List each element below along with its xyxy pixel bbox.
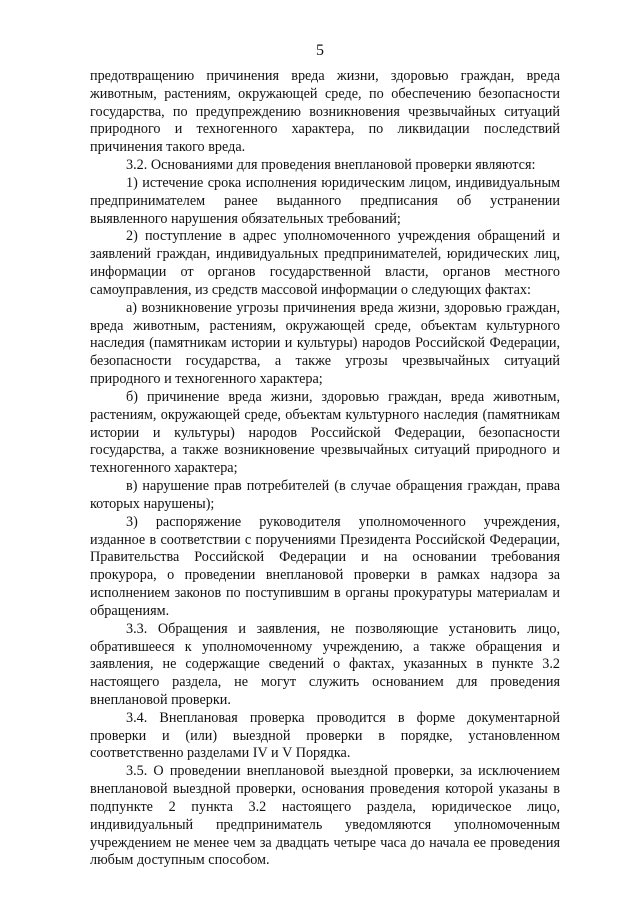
paragraph-subitem-b: б) причинение вреда жизни, здоровью граждан, вреда животным, растениям, окружающей среде, объектам культурного наследия (памятникам истории и культуры) народов Российской Федерации, безопасности государства, а также возникновение чрезвычайных ситуаций природного и техногенного характера; (90, 388, 560, 477)
paragraph-3-5: 3.5. О проведении внеплановой выездной проверки, за исключением внеплановой выездной проверки, основания проведения которой указаны в подпункте 2 пункта 3.2 настоящего раздела, юридическое лицо, индивидуальный предприниматель уведомляются уполномоченным учреждением не менее чем за двадцать четыре часа до начала ее проведения любым доступным способом. (90, 763, 560, 869)
page-number: 5 (316, 42, 324, 59)
paragraph-3-4: 3.4. Внеплановая проверка проводится в форме документарной проверки и (или) выездной проверки в порядке, установленном соответственно разделами IV и V Порядка. (90, 709, 560, 762)
paragraph-subitem-v: в) нарушение прав потребителей (в случае обращения граждан, права которых нарушены); (90, 478, 560, 512)
document-body (90, 68, 560, 870)
paragraph-3-2-heading: 3.2. Основаниями для проведения внеплановой проверки являются: (126, 157, 536, 174)
paragraph-subitem-a: а) возникновение угрозы причинения вреда жизни, здоровью граждан, вреда животным, растениям, окружающей среде, объектам культурного наследия (памятникам истории и культуры) народов Российской Федерации, безопасности государства, а также угрозы чрезвычайных ситуаций природного и техногенного характера; (90, 299, 560, 388)
paragraph-item-3: 3) распоряжение руководителя уполномоченного учреждения, изданное в соответствии с поручениями Президента Российской Федерации, Правительства Российской Федерации и на основании требования прокурора, о проведении внеплановой проверки в рамках надзора за исполнением законов по поступившим в органы прокуратуры материалам и обращениям. (90, 513, 560, 619)
paragraph-item-2: 2) поступление в адрес уполномоченного учреждения обращений и заявлений граждан, индивидуальных предпринимателей, юридических лиц, информации от органов государственной власти, органов местного самоуправления, из средств массовой информации о следующих фактах: (90, 228, 560, 298)
paragraph-item-1: 1) истечение срока исполнения юридическим лицом, индивидуальным предпринимателем ранее выданного предписания об устранении выявленного нарушения обязательных требований; (90, 174, 560, 227)
paragraph-3-3: 3.3. Обращения и заявления, не позволяющие установить лицо, обратившееся к уполномоченному учреждению, а также обращения и заявления, не содержащие сведений о фактах, указанных в пункте 3.2 настоящего раздела, не могут служить основанием для проведения внеплановой проверки. (90, 620, 560, 708)
paragraph-continuation: предотвращению причинения вреда жизни, здоровью граждан, вреда животным, растениям, окружающей среде, по обеспечению безопасности государства, по предупреждению возникновения чрезвычайных ситуаций природного и техногенного характера, по ликвидации последствий причинения такого вреда. (90, 68, 560, 156)
